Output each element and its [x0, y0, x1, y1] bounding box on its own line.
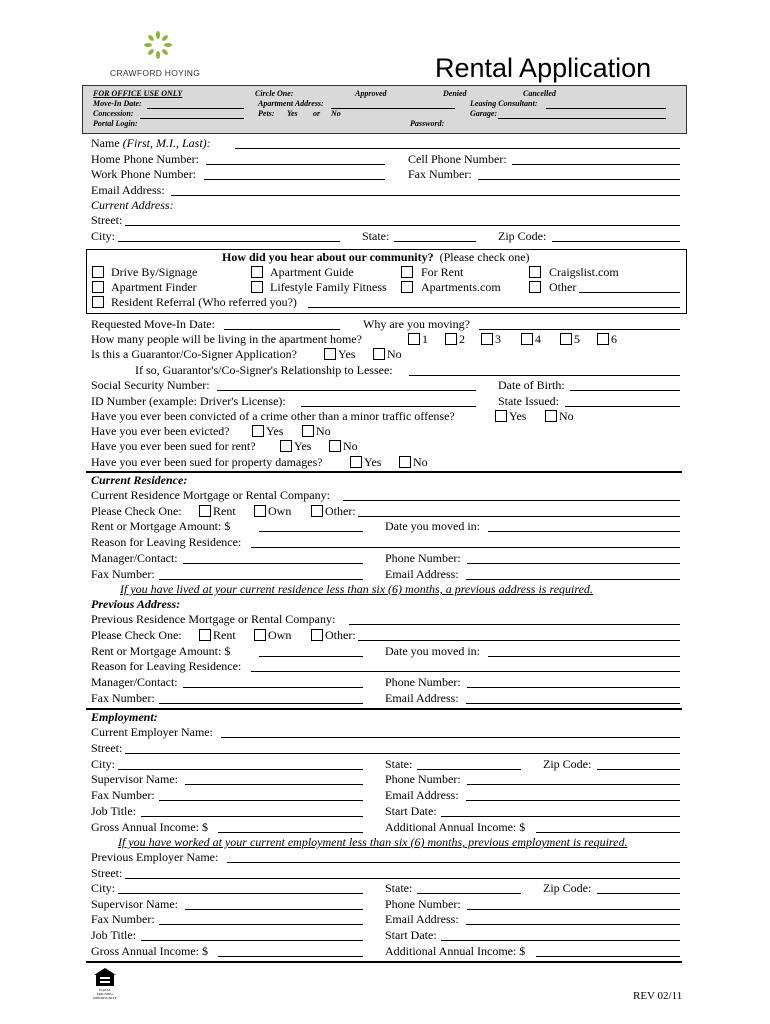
- office-garage-label: Garage:: [470, 109, 498, 118]
- office-leasing-label: Leasing Consultant:: [470, 99, 538, 108]
- apartment-finder-label: Apartment Finder: [111, 280, 197, 294]
- sued-rent-no-checkbox[interactable]: [329, 440, 341, 452]
- previous-company-label: Previous Residence Mortgage or Rental Company:: [91, 612, 336, 626]
- previous-check-one-label: Please Check One:: [91, 628, 182, 642]
- state-issued-field[interactable]: [565, 406, 680, 407]
- emp-phone-label: Phone Number:: [385, 772, 461, 786]
- apartment-guide-checkbox[interactable]: [251, 266, 263, 278]
- sued-rent-yes-checkbox[interactable]: [280, 440, 292, 452]
- crime-label: Have you ever been convicted of a crime other than a minor traffic offense?: [91, 409, 455, 423]
- current-other-field[interactable]: [358, 516, 680, 517]
- prev-emp-state-label: State:: [385, 881, 413, 895]
- current-company-field[interactable]: [343, 500, 680, 501]
- current-employer-label: Current Employer Name:: [91, 725, 213, 739]
- count-1-label: 1: [422, 332, 428, 346]
- current-check-one-label: Please Check One:: [91, 504, 182, 518]
- ssn-field[interactable]: [217, 390, 476, 391]
- state-label: State:: [362, 229, 390, 243]
- zip-label: Zip Code:: [498, 229, 547, 243]
- guarantor-rel-label: If so, Guarantor's/Co-Signer's Relationship to Lessee:: [135, 363, 393, 377]
- city-label: City:: [91, 229, 116, 243]
- guarantor-no-label: No: [387, 347, 402, 361]
- previous-other-label: Other:: [325, 628, 356, 642]
- evicted-no-checkbox[interactable]: [302, 425, 314, 437]
- office-password-label: Password:: [410, 119, 445, 128]
- other-referral-checkbox[interactable]: [529, 281, 541, 293]
- previous-rent-checkbox[interactable]: [199, 629, 211, 641]
- sued-damage-no-checkbox[interactable]: [399, 456, 411, 468]
- prev-emp-street-field[interactable]: [125, 878, 680, 879]
- prev-emp-city-field[interactable]: [118, 893, 363, 894]
- work-phone-field[interactable]: [204, 179, 385, 180]
- current-other-checkbox[interactable]: [311, 505, 323, 517]
- current-fax-field[interactable]: [159, 579, 363, 580]
- previous-email-field[interactable]: [466, 703, 680, 704]
- prev-emp-street-label: Street:: [91, 866, 123, 880]
- current-residence-title: Current Residence:: [91, 473, 188, 487]
- count-5-label: 5: [574, 332, 580, 346]
- count-6-label: 6: [611, 332, 617, 346]
- prev-emp-fax-label: Fax Number:: [91, 912, 155, 926]
- current-date-moved-label: Date you moved in:: [385, 519, 480, 533]
- count-6-checkbox[interactable]: [597, 333, 609, 345]
- office-pets-yes[interactable]: Yes: [287, 109, 298, 118]
- office-portal-label: Portal Login:: [93, 119, 138, 128]
- prev-emp-fax-field[interactable]: [159, 924, 363, 925]
- evicted-no-label: No: [316, 424, 331, 438]
- previous-amount-label: Rent or Mortgage Amount: $: [91, 644, 231, 658]
- emp-additional-field[interactable]: [536, 832, 680, 833]
- city-field[interactable]: [118, 241, 340, 242]
- previous-own-checkbox[interactable]: [254, 629, 266, 641]
- logo-mark-icon: [140, 30, 176, 60]
- street-label: Street:: [91, 213, 123, 227]
- emp-state-label: State:: [385, 757, 413, 771]
- home-phone-label: Home Phone Number:: [91, 152, 199, 166]
- id-number-label: ID Number (example: Driver's License):: [91, 394, 286, 408]
- cell-phone-field[interactable]: [512, 164, 680, 165]
- crime-no-checkbox[interactable]: [545, 410, 557, 422]
- move-in-label: Requested Move-In Date:: [91, 317, 215, 331]
- dob-label: Date of Birth:: [498, 378, 565, 392]
- current-reason-field[interactable]: [251, 547, 680, 548]
- resident-referral-field[interactable]: [308, 307, 680, 308]
- email-field[interactable]: [171, 195, 680, 196]
- count-5-checkbox[interactable]: [560, 333, 572, 345]
- section-divider: [86, 708, 682, 710]
- other-referral-field[interactable]: [579, 292, 680, 293]
- emp-start-date-label: Start Date:: [385, 804, 437, 818]
- prev-emp-gross-field[interactable]: [218, 956, 363, 957]
- crime-no-label: No: [559, 409, 574, 423]
- current-phone-field[interactable]: [467, 563, 680, 564]
- drive-by-checkbox[interactable]: [92, 266, 104, 278]
- previous-manager-field[interactable]: [183, 687, 363, 688]
- zip-field[interactable]: [552, 241, 680, 242]
- previous-date-moved-label: Date you moved in:: [385, 644, 480, 658]
- emp-phone-field[interactable]: [467, 784, 680, 785]
- previous-other-checkbox[interactable]: [311, 629, 323, 641]
- prev-emp-start-date-label: Start Date:: [385, 928, 437, 942]
- dob-field[interactable]: [570, 390, 680, 391]
- prev-emp-city-label: City:: [91, 881, 116, 895]
- prev-emp-phone-label: Phone Number:: [385, 897, 461, 911]
- previous-reason-label: Reason for Leaving Residence:: [91, 659, 242, 673]
- prev-emp-supervisor-label: Supervisor Name:: [91, 897, 178, 911]
- name-label: Name (First, M.I., Last):: [91, 136, 211, 150]
- fax-field[interactable]: [478, 179, 680, 180]
- emp-street-field[interactable]: [125, 753, 680, 754]
- evicted-label: Have you ever been evicted?: [91, 424, 230, 438]
- prev-emp-start-date-field[interactable]: [441, 940, 680, 941]
- section-divider: [86, 961, 682, 963]
- office-denied[interactable]: Denied: [443, 89, 467, 98]
- why-moving-field[interactable]: [479, 329, 680, 330]
- current-manager-label: Manager/Contact:: [91, 551, 178, 565]
- current-company-label: Current Residence Mortgage or Rental Company:: [91, 488, 330, 502]
- office-use-heading: FOR OFFICE USE ONLY: [93, 89, 183, 98]
- resident-referral-label: Resident Referral (Who referred you?): [111, 295, 297, 309]
- emp-gross-label: Gross Annual Income: $: [91, 820, 208, 834]
- current-email-label: Email Address:: [385, 567, 459, 581]
- prev-emp-zip-label: Zip Code:: [543, 881, 592, 895]
- sued-rent-label: Have you ever been sued for rent?: [91, 439, 256, 453]
- office-cancelled[interactable]: Cancelled: [523, 89, 556, 98]
- cell-phone-label: Cell Phone Number:: [408, 152, 507, 166]
- prev-emp-additional-label: Additional Annual Income: $: [385, 944, 526, 958]
- emp-start-date-field[interactable]: [441, 816, 680, 817]
- previous-employer-label: Previous Employer Name:: [91, 850, 219, 864]
- previous-own-label: Own: [268, 628, 292, 642]
- ssn-label: Social Security Number:: [91, 378, 210, 392]
- street-field[interactable]: [125, 225, 680, 226]
- current-rent-checkbox[interactable]: [199, 505, 211, 517]
- current-amount-field[interactable]: [259, 531, 363, 532]
- emp-email-label: Email Address:: [385, 788, 459, 802]
- evicted-yes-label: Yes: [266, 424, 284, 438]
- employment-title: Employment:: [91, 710, 158, 724]
- previous-other-field[interactable]: [358, 640, 680, 641]
- emp-city-field[interactable]: [118, 769, 363, 770]
- previous-phone-field[interactable]: [467, 687, 680, 688]
- resident-referral-checkbox[interactable]: [92, 296, 104, 308]
- office-move-in-label: Move-In Date:: [93, 99, 142, 108]
- page-title: Rental Application: [435, 53, 652, 83]
- apartment-guide-label: Apartment Guide: [270, 265, 354, 279]
- sued-damage-yes-label: Yes: [364, 455, 382, 469]
- current-amount-label: Rent or Mortgage Amount: $: [91, 519, 231, 533]
- count-2-label: 2: [459, 332, 465, 346]
- office-apt-address-field[interactable]: [331, 108, 455, 109]
- prev-emp-email-field[interactable]: [466, 924, 680, 925]
- emp-additional-label: Additional Annual Income: $: [385, 820, 526, 834]
- apartment-finder-checkbox[interactable]: [92, 281, 104, 293]
- previous-amount-field[interactable]: [259, 656, 363, 657]
- equal-housing-text: EQUAL HOUSING OPPORTUNITY: [92, 988, 118, 1000]
- email-label: Email Address:: [91, 183, 165, 197]
- emp-zip-field[interactable]: [597, 769, 680, 770]
- sued-rent-yes-label: Yes: [294, 439, 312, 453]
- current-reason-label: Reason for Leaving Residence:: [91, 535, 242, 549]
- home-phone-field[interactable]: [206, 164, 385, 165]
- count-4-label: 4: [535, 332, 541, 346]
- craigslist-checkbox[interactable]: [529, 266, 541, 278]
- sued-damage-label: Have you ever been sued for property damages?: [91, 455, 323, 469]
- current-phone-label: Phone Number:: [385, 551, 461, 565]
- other-referral-label: Other: [549, 280, 577, 294]
- count-3-label: 3: [495, 332, 501, 346]
- emp-job-title-label: Job Title:: [91, 804, 137, 818]
- previous-address-title: Previous Address:: [91, 597, 181, 611]
- for-rent-label: For Rent: [421, 265, 464, 279]
- prev-emp-job-title-label: Job Title:: [91, 928, 137, 942]
- previous-email-label: Email Address:: [385, 691, 459, 705]
- emp-zip-label: Zip Code:: [543, 757, 592, 771]
- work-phone-label: Work Phone Number:: [91, 167, 197, 181]
- office-move-in-field[interactable]: [147, 108, 244, 109]
- guarantor-yes-checkbox[interactable]: [324, 348, 336, 360]
- office-pets-label: Pets:: [258, 109, 275, 118]
- previous-fax-field[interactable]: [159, 703, 363, 704]
- previous-rent-label: Rent: [213, 628, 236, 642]
- emp-street-label: Street:: [91, 741, 123, 755]
- prev-emp-phone-field[interactable]: [467, 909, 680, 910]
- current-other-label: Other:: [325, 504, 356, 518]
- guarantor-yes-label: Yes: [338, 347, 356, 361]
- current-own-label: Own: [268, 504, 292, 518]
- prev-emp-email-label: Email Address:: [385, 912, 459, 926]
- guarantor-rel-field[interactable]: [409, 375, 680, 376]
- drive-by-label: Drive By/Signage: [111, 265, 198, 279]
- state-issued-label: State Issued:: [498, 394, 559, 408]
- prev-emp-state-field[interactable]: [417, 893, 521, 894]
- current-date-moved-field[interactable]: [488, 531, 680, 532]
- id-number-field[interactable]: [301, 406, 476, 407]
- previous-company-field[interactable]: [349, 624, 680, 625]
- state-field[interactable]: [394, 241, 476, 242]
- emp-city-label: City:: [91, 757, 116, 771]
- office-circle-one: Circle One:: [255, 89, 294, 98]
- current-address-label: Current Address:: [91, 198, 174, 212]
- evicted-yes-checkbox[interactable]: [252, 425, 264, 437]
- sued-damage-no-label: No: [413, 455, 428, 469]
- for-rent-checkbox[interactable]: [401, 266, 413, 278]
- office-approved[interactable]: Approved: [355, 89, 387, 98]
- residence-note: If you have lived at your current residence less than six (6) months, a previous address is required.: [120, 582, 593, 596]
- current-employer-field[interactable]: [221, 737, 680, 738]
- emp-fax-label: Fax Number:: [91, 788, 155, 802]
- office-pets-no[interactable]: No: [331, 109, 341, 118]
- prev-emp-gross-label: Gross Annual Income: $: [91, 944, 208, 958]
- previous-manager-label: Manager/Contact:: [91, 675, 178, 689]
- office-apt-address-label: Apartment Address:: [258, 99, 324, 108]
- revision-label: REV 02/11: [633, 990, 683, 1002]
- current-manager-field[interactable]: [183, 563, 363, 564]
- craigslist-label: Craigslist.com: [549, 265, 619, 279]
- emp-email-field[interactable]: [466, 800, 680, 801]
- office-pets-or: or: [313, 109, 321, 118]
- current-email-field[interactable]: [466, 579, 680, 580]
- name-field[interactable]: [235, 148, 680, 149]
- count-4-checkbox[interactable]: [521, 333, 533, 345]
- company-name: CRAWFORD HOYING: [110, 68, 201, 78]
- referral-question: How did you hear about our community? (Please check one): [222, 250, 530, 264]
- current-rent-label: Rent: [213, 504, 236, 518]
- current-fax-label: Fax Number:: [91, 567, 155, 581]
- count-1-checkbox[interactable]: [408, 333, 420, 345]
- emp-gross-field[interactable]: [218, 832, 363, 833]
- office-garage-field[interactable]: [498, 118, 666, 119]
- previous-fax-label: Fax Number:: [91, 691, 155, 705]
- equal-housing-icon: [93, 967, 117, 987]
- previous-phone-label: Phone Number:: [385, 675, 461, 689]
- why-moving-label: Why are you moving?: [363, 317, 470, 331]
- fax-label: Fax Number:: [408, 167, 472, 181]
- emp-fax-field[interactable]: [159, 800, 363, 801]
- how-many-label: How many people will be living in the apartment home?: [91, 332, 362, 346]
- lifestyle-label: Lifestyle Family Fitness: [270, 280, 387, 294]
- apartments-com-checkbox[interactable]: [401, 281, 413, 293]
- guarantor-no-checkbox[interactable]: [373, 348, 385, 360]
- emp-supervisor-label: Supervisor Name:: [91, 772, 178, 786]
- apartments-com-label: Apartments.com: [421, 280, 501, 294]
- crime-yes-checkbox[interactable]: [495, 410, 507, 422]
- sued-damage-yes-checkbox[interactable]: [350, 456, 362, 468]
- employment-note: If you have worked at your current employment less than six (6) months, previous employment is required.: [118, 835, 628, 849]
- sued-rent-no-label: No: [343, 439, 358, 453]
- move-in-field[interactable]: [224, 329, 340, 330]
- emp-supervisor-field[interactable]: [185, 784, 363, 785]
- guarantor-label: Is this a Guarantor/Co-Signer Application?: [91, 347, 297, 361]
- emp-state-field[interactable]: [417, 769, 521, 770]
- prev-emp-additional-field[interactable]: [536, 956, 680, 957]
- prev-emp-job-title-field[interactable]: [141, 940, 363, 941]
- count-3-checkbox[interactable]: [481, 333, 493, 345]
- prev-emp-zip-field[interactable]: [597, 893, 680, 894]
- previous-reason-field[interactable]: [251, 671, 680, 672]
- count-2-checkbox[interactable]: [445, 333, 457, 345]
- office-leasing-field[interactable]: [546, 108, 666, 109]
- crime-yes-label: Yes: [509, 409, 527, 423]
- office-concession-label: Concession:: [93, 109, 134, 118]
- emp-job-title-field[interactable]: [141, 816, 363, 817]
- previous-employer-field[interactable]: [227, 862, 680, 863]
- prev-emp-supervisor-field[interactable]: [185, 909, 363, 910]
- previous-date-moved-field[interactable]: [488, 656, 680, 657]
- current-own-checkbox[interactable]: [254, 505, 266, 517]
- office-concession-field[interactable]: [140, 118, 244, 119]
- lifestyle-checkbox[interactable]: [251, 281, 263, 293]
